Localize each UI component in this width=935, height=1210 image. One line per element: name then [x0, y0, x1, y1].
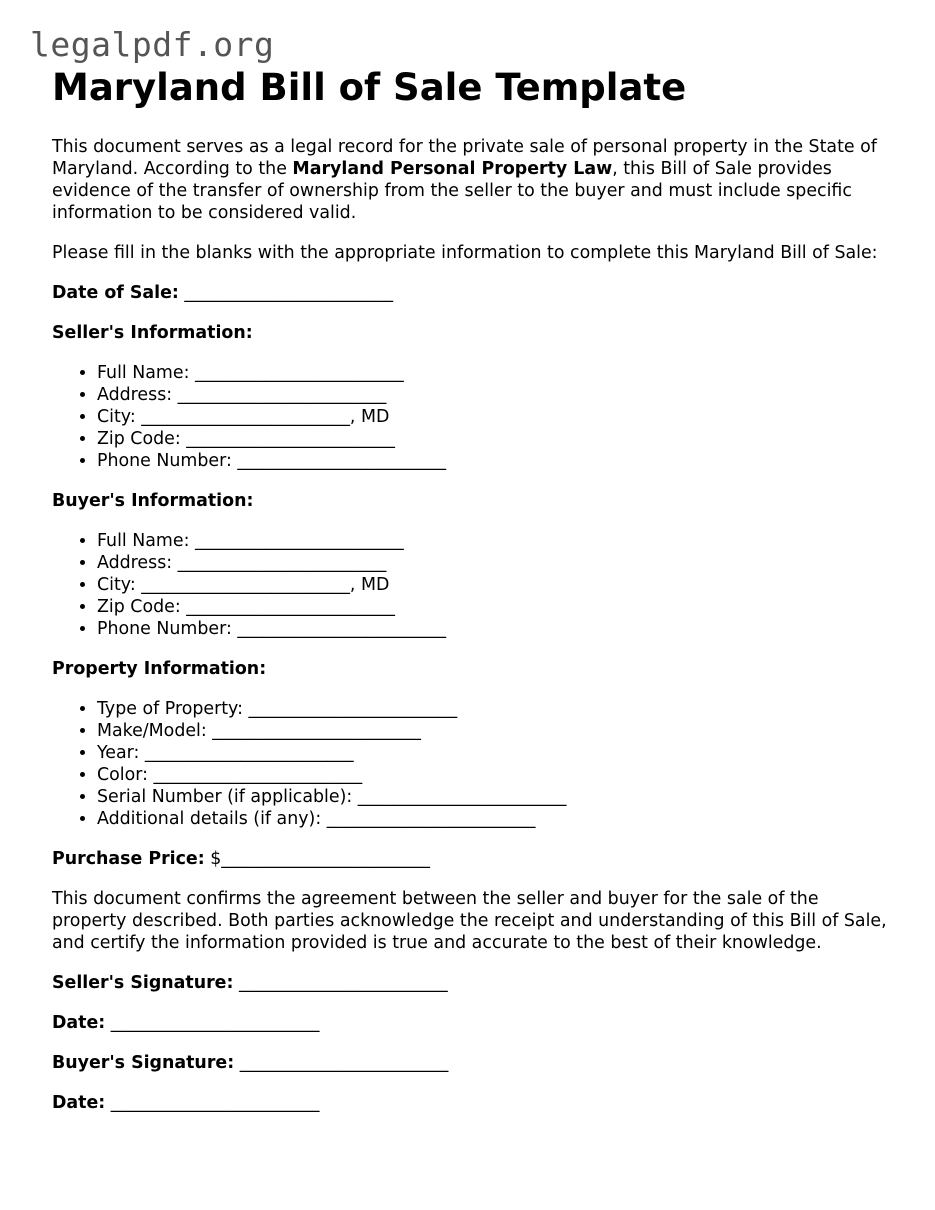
buyer-date-label: Date:	[52, 1093, 106, 1113]
buyer-zip-item	[97, 596, 887, 618]
buyer-phone-blank[interactable]: ________________________	[237, 619, 447, 639]
seller-phone-blank[interactable]: ________________________	[237, 451, 447, 471]
property-year-item	[97, 742, 887, 764]
property-additional-blank[interactable]: ________________________	[326, 809, 536, 829]
intro-paragraph	[52, 136, 887, 224]
seller-phone-item	[97, 450, 887, 472]
buyer-date-blank[interactable]: ________________________	[110, 1093, 320, 1113]
seller-signature-label: Seller's Signature:	[52, 973, 234, 993]
watermark: legalpdf.org	[30, 25, 275, 64]
purchase-price-field	[52, 848, 887, 870]
buyer-city-label: City:	[97, 575, 136, 595]
property-color-blank[interactable]: ________________________	[153, 765, 363, 785]
seller-signature-blank[interactable]: ________________________	[238, 973, 448, 993]
property-color-item	[97, 764, 887, 786]
property-type-item	[97, 698, 887, 720]
property-year-blank[interactable]: ________________________	[144, 743, 354, 763]
property-serial-blank[interactable]: ________________________	[357, 787, 567, 807]
property-additional-item	[97, 808, 887, 830]
buyer-address-label: Address:	[97, 553, 173, 573]
buyer-signature-field	[52, 1052, 887, 1074]
buyer-city-item	[97, 574, 887, 596]
seller-full-name-item	[97, 362, 887, 384]
property-section-heading: Property Information:	[52, 659, 267, 679]
purchase-price-blank[interactable]: ________________________	[221, 849, 430, 869]
buyer-section-heading: Buyer's Information:	[52, 491, 254, 511]
seller-date-label: Date:	[52, 1013, 106, 1033]
seller-address-label: Address:	[97, 385, 173, 405]
property-serial-label: Serial Number (if applicable):	[97, 787, 353, 807]
intro-law-name: Maryland Personal Property Law	[292, 159, 613, 179]
property-year-label: Year:	[97, 743, 140, 763]
buyer-address-blank[interactable]: ________________________	[177, 553, 387, 573]
seller-state-suffix: , MD	[349, 407, 390, 427]
property-make-model-blank[interactable]: ________________________	[212, 721, 421, 741]
buyer-full-name-blank[interactable]: ________________________	[194, 531, 404, 551]
seller-zip-label: Zip Code:	[97, 429, 181, 449]
intro-text-before: This document serves as a legal record for the private sale of personal property in the State of Maryland. According to the	[52, 137, 877, 179]
buyer-full-name-item	[97, 530, 887, 552]
confirmation-paragraph: This document confirms the agreement between the seller and buyer for the sale of the property described. Both parties acknowledge the receipt and understanding of this Bill of Sale, and certify the information provided is true and accurate to the best of their knowledge.	[52, 889, 887, 953]
seller-date-field	[52, 1012, 887, 1034]
seller-city-blank[interactable]: ________________________	[141, 407, 350, 427]
seller-signature-field	[52, 972, 887, 994]
buyer-address-item	[97, 552, 887, 574]
seller-full-name-blank[interactable]: ________________________	[194, 363, 404, 383]
seller-zip-item	[97, 428, 887, 450]
intro-text-after: , this Bill of Sale provides evidence of the transfer of ownership from the seller to the buyer and must include specific information to be considered valid.	[52, 159, 852, 223]
seller-address-item	[97, 384, 887, 406]
property-make-model-label: Make/Model:	[97, 721, 207, 741]
property-additional-label: Additional details (if any):	[97, 809, 322, 829]
buyer-zip-label: Zip Code:	[97, 597, 181, 617]
buyer-full-name-label: Full Name:	[97, 531, 190, 551]
buyer-date-field	[52, 1092, 887, 1114]
buyer-city-blank[interactable]: ________________________	[141, 575, 350, 595]
instructions-paragraph: Please fill in the blanks with the appropriate information to complete this Maryland Bill of Sale:	[52, 243, 878, 263]
buyer-signature-label: Buyer's Signature:	[52, 1053, 235, 1073]
property-type-label: Type of Property:	[97, 699, 243, 719]
document-page	[52, 66, 887, 1114]
seller-date-blank[interactable]: ________________________	[110, 1013, 320, 1033]
seller-section-heading: Seller's Information:	[52, 323, 253, 343]
buyer-phone-item	[97, 618, 887, 640]
seller-info-list	[52, 362, 887, 472]
date-of-sale-blank[interactable]: ________________________	[184, 283, 394, 303]
seller-zip-blank[interactable]: ________________________	[186, 429, 395, 449]
buyer-signature-blank[interactable]: ________________________	[239, 1053, 449, 1073]
buyer-zip-blank[interactable]: ________________________	[186, 597, 395, 617]
property-info-list	[52, 698, 887, 830]
page-title: Maryland Bill of Sale Template	[52, 66, 687, 109]
property-color-label: Color:	[97, 765, 148, 785]
purchase-price-label: Purchase Price:	[52, 849, 205, 869]
property-make-model-item	[97, 720, 887, 742]
buyer-info-list	[52, 530, 887, 640]
property-type-blank[interactable]: ________________________	[248, 699, 458, 719]
seller-phone-label: Phone Number:	[97, 451, 232, 471]
property-serial-item	[97, 786, 887, 808]
seller-full-name-label: Full Name:	[97, 363, 190, 383]
seller-city-label: City:	[97, 407, 136, 427]
seller-city-item	[97, 406, 887, 428]
seller-address-blank[interactable]: ________________________	[177, 385, 387, 405]
currency-symbol: $	[210, 849, 222, 869]
buyer-state-suffix: , MD	[349, 575, 390, 595]
date-of-sale-label: Date of Sale:	[52, 283, 179, 303]
date-of-sale-field	[52, 282, 887, 304]
buyer-phone-label: Phone Number:	[97, 619, 232, 639]
